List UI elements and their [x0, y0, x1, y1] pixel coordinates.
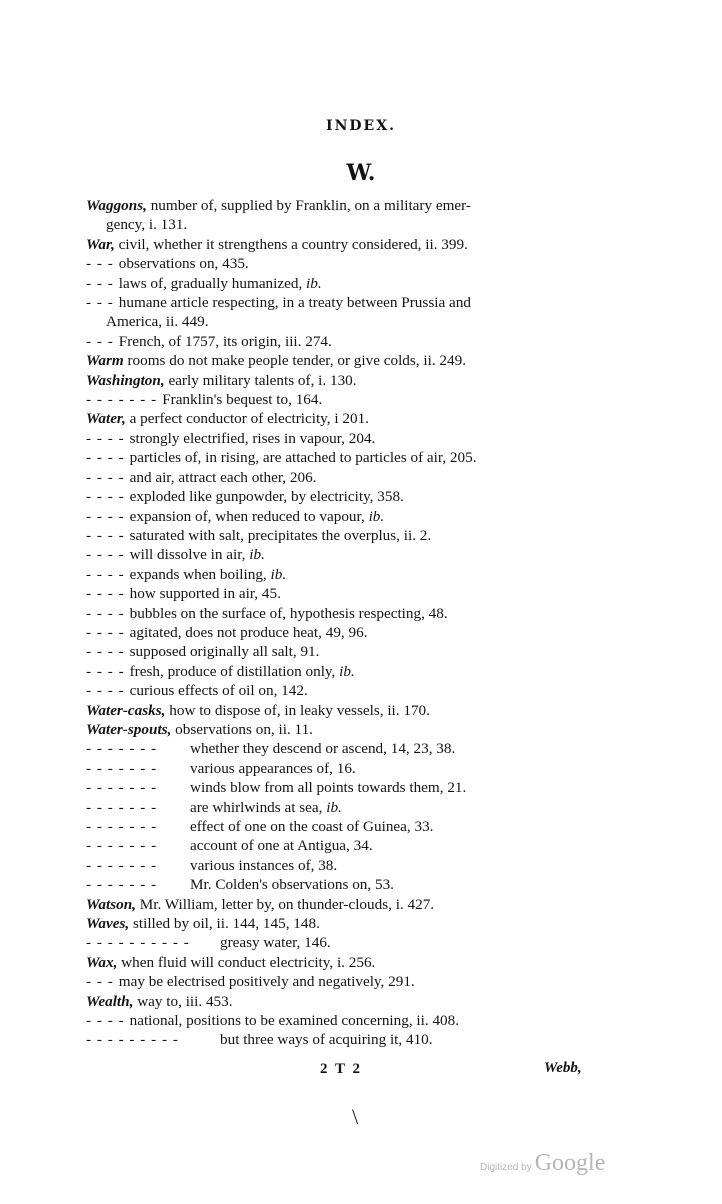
- index-entry: [86, 778, 586, 797]
- entry-text: greasy water, 146.: [220, 934, 331, 952]
- entry-text: observations on, ii. 11.: [171, 720, 313, 738]
- index-entry: [86, 293, 586, 332]
- entry-text: rooms do not make people tender, or give colds, ii. 249.: [123, 352, 467, 370]
- entry-dash-leader: - - - -: [86, 546, 125, 564]
- entry-ibid: ib.: [270, 565, 287, 583]
- entry-text: Mr. Colden's observations on, 53.: [190, 876, 394, 894]
- index-entry: [86, 409, 586, 428]
- entry-text: are whirlwinds at sea,: [190, 798, 327, 816]
- entry-text: stilled by oil, ii. 144, 145, 148.: [129, 915, 320, 933]
- index-entry: [86, 817, 586, 836]
- index-entry: [86, 254, 586, 273]
- entry-text: effect of one on the coast of Guinea, 33.: [190, 818, 434, 835]
- index-entry: [86, 681, 586, 700]
- entry-headword: Wealth,: [86, 992, 134, 1010]
- entry-dash-leader: - - - - - - -: [86, 759, 158, 777]
- entry-headword: Water,: [86, 410, 126, 428]
- entry-text: fresh, produce of distillation only,: [129, 662, 340, 680]
- entry-ibid: ib.: [306, 274, 322, 292]
- entry-text: French, of 1757, its origin, iii. 274.: [118, 332, 332, 350]
- entry-dash-leader: - - - - - - -: [86, 856, 158, 874]
- entry-text: when fluid will conduct electricity, i. 256.: [117, 953, 376, 971]
- entry-ibid: ib.: [326, 798, 342, 816]
- entry-dash-leader: - - - - - - - - - -: [86, 934, 190, 952]
- stray-mark: \: [352, 1104, 359, 1129]
- digitized-watermark: [480, 1150, 605, 1177]
- entry-dash-leader: - - - - - - -: [86, 391, 158, 409]
- index-entry: [86, 1030, 586, 1049]
- index-entry: [86, 836, 586, 855]
- index-entry: [86, 604, 586, 623]
- entry-dash-leader: - - - - - - - - -: [86, 1031, 179, 1049]
- entry-continuation: gency, i. 131.: [106, 216, 188, 234]
- entry-text: number of, supplied by Franklin, on a military emer-: [146, 197, 471, 214]
- entry-dash-leader: - - -: [86, 973, 114, 991]
- index-entry: [86, 798, 586, 817]
- entry-text: bubbles on the surface of, hypothesis respecting, 48.: [129, 604, 448, 622]
- entry-dash-leader: - - - -: [86, 682, 125, 700]
- entry-text: Franklin's bequest to, 164.: [162, 391, 323, 409]
- entry-headword: War,: [86, 235, 115, 253]
- entry-continuation: America, ii. 449.: [106, 313, 209, 331]
- entry-text: Mr. William, letter by, on thunder-clouds, i. 427.: [135, 895, 435, 913]
- entry-text: agitated, does not produce heat, 49, 96.: [129, 623, 368, 641]
- entry-dash-leader: - - - -: [86, 623, 125, 641]
- running-head: INDEX.: [326, 118, 396, 134]
- signature-mark: 2 T 2: [320, 1061, 362, 1077]
- index-entry: [86, 507, 586, 526]
- index-entry: [86, 895, 586, 914]
- entry-dash-leader: - - - -: [86, 468, 125, 486]
- entry-dash-leader: - - - -: [86, 507, 125, 525]
- entry-headword: Watson,: [86, 895, 136, 913]
- entry-text: various instances of, 38.: [190, 856, 338, 874]
- entry-text: and air, attract each other, 206.: [129, 468, 317, 486]
- entry-dash-leader: - - -: [86, 294, 114, 312]
- index-entries: [86, 196, 586, 1050]
- index-entry: [86, 1011, 586, 1030]
- index-entry: [86, 351, 586, 370]
- index-entry: [86, 332, 586, 351]
- entry-text: humane article respecting, in a treaty between Prussia and: [118, 294, 471, 312]
- index-entry: [86, 992, 586, 1011]
- entry-text: various appearances of, 16.: [190, 759, 356, 777]
- index-entry: [86, 526, 586, 545]
- entry-headword: Water-casks,: [86, 701, 166, 719]
- entry-text: supposed originally all salt, 91.: [129, 643, 320, 661]
- entry-text: early military talents of, i. 130.: [164, 371, 357, 389]
- index-entry: [86, 875, 586, 894]
- entry-dash-leader: - - - - - - -: [86, 837, 158, 855]
- index-entry: [86, 545, 586, 564]
- entry-text: expansion of, when reduced to vapour,: [129, 507, 369, 525]
- entry-text: civil, whether it strengthens a country considered, ii. 399.: [114, 235, 468, 253]
- entry-text: strongly electrified, rises in vapour, 204.: [129, 429, 376, 447]
- entry-dash-leader: - - - -: [86, 643, 125, 661]
- entry-dash-leader: - - - -: [86, 1012, 125, 1030]
- index-entry: [86, 429, 586, 448]
- entry-text: how supported in air, 45.: [129, 585, 281, 603]
- entry-text: expands when boiling,: [129, 565, 271, 583]
- index-entry: [86, 565, 586, 584]
- entry-text: laws of, gradually humanized,: [118, 274, 307, 292]
- entry-dash-leader: - - - -: [86, 604, 125, 622]
- entry-dash-leader: - - - -: [86, 488, 125, 506]
- index-entry: [86, 584, 586, 603]
- entry-text: whether they descend or ascend, 14, 23, 38.: [190, 740, 456, 758]
- entry-dash-leader: - - - -: [86, 662, 125, 680]
- entry-text: observations on, 435.: [118, 255, 249, 273]
- entry-text: saturated with salt, precipitates the overplus, ii. 2.: [129, 526, 432, 544]
- index-entry: [86, 196, 586, 235]
- index-entry: [86, 933, 586, 952]
- index-entry: [86, 468, 586, 487]
- entry-headword: Wax,: [86, 953, 118, 971]
- entry-text: a perfect conductor of electricity, i 201.: [125, 410, 369, 428]
- entry-text: may be electrised positively and negatively, 291.: [118, 973, 415, 991]
- entry-dash-leader: - - - - - - -: [86, 740, 158, 758]
- entry-headword: Waggons,: [86, 197, 147, 214]
- entry-dash-leader: - - - - - - -: [86, 818, 158, 835]
- entry-headword: Warm: [86, 352, 124, 370]
- entry-ibid: ib.: [339, 662, 355, 680]
- entry-text: curious effects of oil on, 142.: [129, 682, 308, 700]
- entry-text: particles of, in rising, are attached to particles of air, 205.: [129, 449, 477, 467]
- entry-text: exploded like gunpowder, by electricity, 358.: [129, 488, 404, 506]
- entry-dash-leader: - - - -: [86, 526, 125, 544]
- entry-dash-leader: - - - -: [86, 449, 125, 467]
- google-logo: Google: [534, 1150, 606, 1176]
- catchword: Webb,: [544, 1060, 582, 1076]
- entry-dash-leader: - - - -: [86, 429, 125, 447]
- entry-text: but three ways of acquiring it, 410.: [220, 1031, 433, 1049]
- entry-dash-leader: - - - - - - -: [86, 779, 158, 797]
- index-entry: [86, 371, 586, 390]
- entry-dash-leader: - - -: [86, 274, 114, 292]
- index-entry: [86, 759, 586, 778]
- index-entry: [86, 448, 586, 467]
- index-entry: [86, 739, 586, 758]
- entry-ibid: ib.: [249, 546, 265, 564]
- index-entry: [86, 274, 586, 293]
- entry-headword: Washington,: [86, 371, 165, 389]
- entry-text: winds blow from all points towards them, 21.: [190, 779, 467, 797]
- entry-headword: Waves,: [86, 915, 130, 933]
- index-entry: [86, 914, 586, 933]
- entry-text: account of one at Antigua, 34.: [190, 837, 373, 855]
- index-entry: [86, 623, 586, 642]
- index-entry: [86, 953, 586, 972]
- index-entry: [86, 390, 586, 409]
- entry-text: will dissolve in air,: [129, 546, 250, 564]
- entry-text: way to, iii. 453.: [133, 992, 233, 1010]
- digitized-by-text: Digitized by: [480, 1162, 532, 1173]
- index-entry: [86, 235, 586, 254]
- index-entry: [86, 856, 586, 875]
- entry-text: how to dispose of, in leaky vessels, ii. 170.: [165, 701, 430, 719]
- entry-dash-leader: - - - - - - -: [86, 876, 158, 894]
- entry-dash-leader: - - - -: [86, 565, 125, 583]
- index-entry: [86, 720, 586, 739]
- entry-ibid: ib.: [368, 507, 385, 525]
- entry-dash-leader: - - - - - - -: [86, 798, 158, 816]
- entry-dash-leader: - - -: [86, 255, 114, 273]
- index-entry: [86, 487, 586, 506]
- entry-headword: Water-spouts,: [86, 720, 172, 738]
- entry-text: national, positions to be examined concerning, ii. 408.: [129, 1012, 460, 1030]
- index-entry: [86, 972, 586, 991]
- index-entry: [86, 701, 586, 720]
- entry-dash-leader: - - - -: [86, 585, 125, 603]
- entry-dash-leader: - - -: [86, 332, 114, 350]
- index-entry: [86, 662, 586, 681]
- section-letter: W.: [346, 160, 376, 186]
- index-entry: [86, 642, 586, 661]
